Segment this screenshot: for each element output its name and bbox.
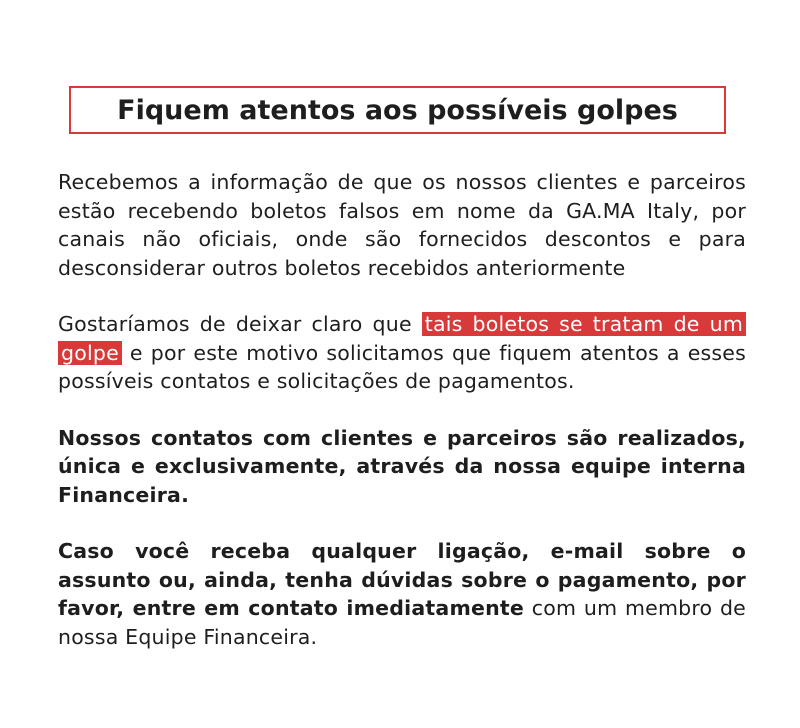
instructions-normal-text: com um membro de nossa Equipe Financeira. — [58, 596, 746, 649]
warning-text-after: e por este motivo solicitamos que fiquem atentos a esses possíveis contatos e solicitações de pagamentos. — [58, 340, 746, 393]
warning-text-before: Gostaríamos de deixar claro que — [58, 312, 422, 336]
instructions-bold-text: Caso você receba qualquer ligação, e-mail sobre o assunto ou, ainda, tenha dúvidas sobre o pagamento, por favor, entre em contato imediatamente — [58, 539, 746, 620]
paragraph-instructions — [58, 537, 746, 651]
paragraph-contacts: Nossos contatos com clientes e parceiros são realizados, única e exclusivamente, através da nossa equipe interna Financeira. — [58, 425, 746, 507]
page-title: Fiquem atentos aos possíveis golpes — [117, 94, 678, 126]
paragraph-information: Recebemos a informação de que os nossos clientes e parceiros estão recebendo boletos falsos em nome da GA.MA Italy, por canais não oficiais, onde são fornecidos descontos e para desconsiderar outros boletos recebidos anteriormente — [58, 170, 746, 280]
paragraph-warning — [58, 310, 746, 396]
title-box — [69, 86, 726, 134]
warning-highlight: tais boletos se tratam de um golpe — [58, 312, 746, 365]
notice-body — [58, 168, 746, 651]
